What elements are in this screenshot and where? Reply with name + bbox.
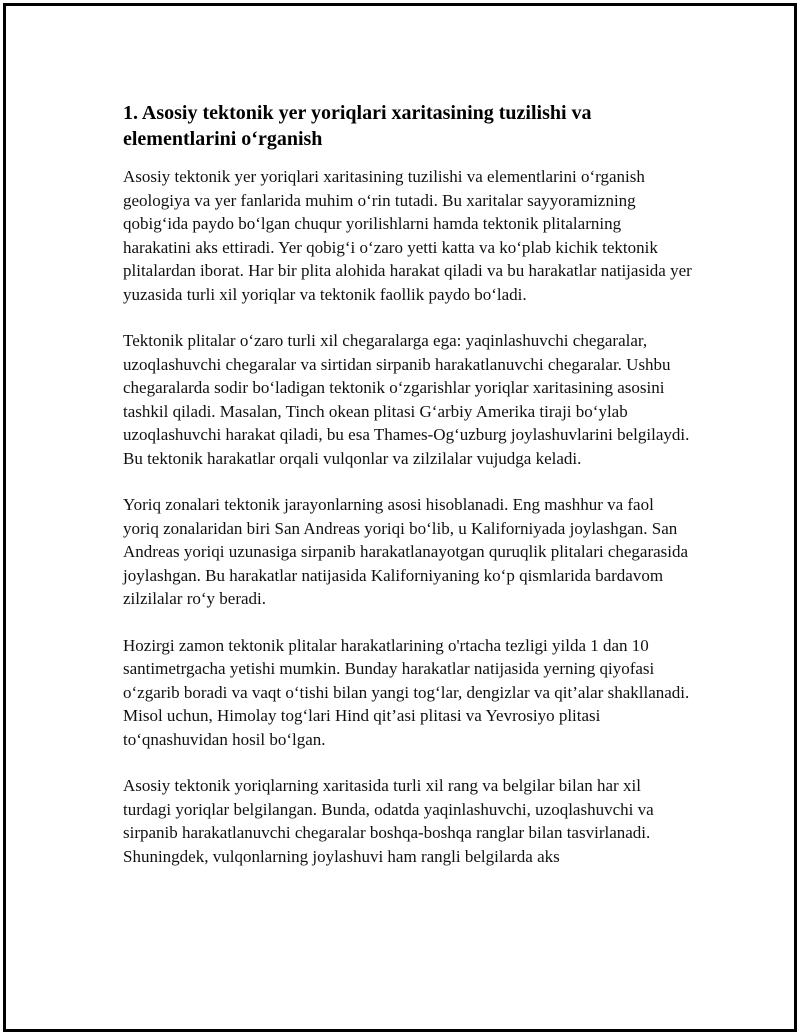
document-body [123,100,693,891]
section-heading: 1. Asosiy tektonik yer yoriqlari xaritasining tuzilishi va elementlarini o‘rganish [123,102,592,150]
page-frame [3,3,797,1032]
paragraph-3: Yoriq zonalari tektonik jarayonlarning asosi hisoblanadi. Eng mashhur va faol yoriq zonalaridan biri San Andreas yoriqi bo‘lib, u Kaliforniyada joylashgan. San Andreas yoriqi uzunasiga sirpanib harakatlanayotgan quruqlik plitalari chegarasida joylashgan. Bu harakatlar natijasida Kaliforniyaning ko‘p qismlarida bardavom zilzilalar ro‘y beradi. [123,495,689,608]
paragraph-4: Hozirgi zamon tektonik plitalar harakatlarining o'rtacha tezligi yilda 1 dan 10 santimetrgacha yetishi mumkin. Bunday harakatlar natijasida yerning qiyofasi o‘zgarib boradi va vaqt o‘tishi bilan yangi tog‘lar, dengizlar va qit’alar shakllanadi. Misol uchun, Himolay tog‘lari Hind qit’asi plitasi va Yevrosiyo plitasi to‘qnashuvidan hosil bo‘lgan. [123,635,690,749]
paragraph-5: Asosiy tektonik yoriqlarning xaritasida turli xil rang va belgilar bilan har xil turdagi yoriqlar belgilangan. Bunda, odatda yaqinlashuvchi, uzoqlashuvchi va sirpanib harakatlanuvchi chegaralar boshqa-boshqa ranglar bilan tasvirlanadi. Shuningdek, vulqonlarning joylashuvi ham rangli belgilarda aks [123,776,654,866]
paragraph-1: Asosiy tektonik yer yoriqlari xaritasining tuzilishi va elementlarini o‘rganish geologiya va yer fanlarida muhim o‘rin tutadi. Bu xaritalar sayyoramizning qobig‘ida paydo bo‘lgan chuqur yorilishlarni hamda tektonik plitalarning harakatini aks ettiradi. Yer qobig‘i o‘zaro yetti katta va ko‘plab kichik tektonik plitalardan iborat. Har bir plita alohida harakat qiladi va bu harakatlar natijasida yer yuzasida turli xil yoriqlar va tektonik faollik paydo bo‘ladi. [123,167,692,304]
paragraph-2: Tektonik plitalar o‘zaro turli xil chegaralarga ega: yaqinlashuvchi chegaralar, uzoqlashuvchi chegaralar va sirtidan sirpanib harakatlanuvchi chegaralar. Ushbu chegaralarda sodir bo‘ladigan tektonik o‘zgarishlar yoriqlar xaritasining asosini tashkil qiladi. Masalan, Tinch okean plitasi G‘arbiy Amerika tiraji bo‘ylab uzoqlashuvchi harakat qiladi, bu esa Thames-Og‘uzburg joylashuvlarini belgilaydi. Bu tektonik harakatlar orqali vulqonlar va zilzilalar vujudga keladi. [123,331,690,468]
